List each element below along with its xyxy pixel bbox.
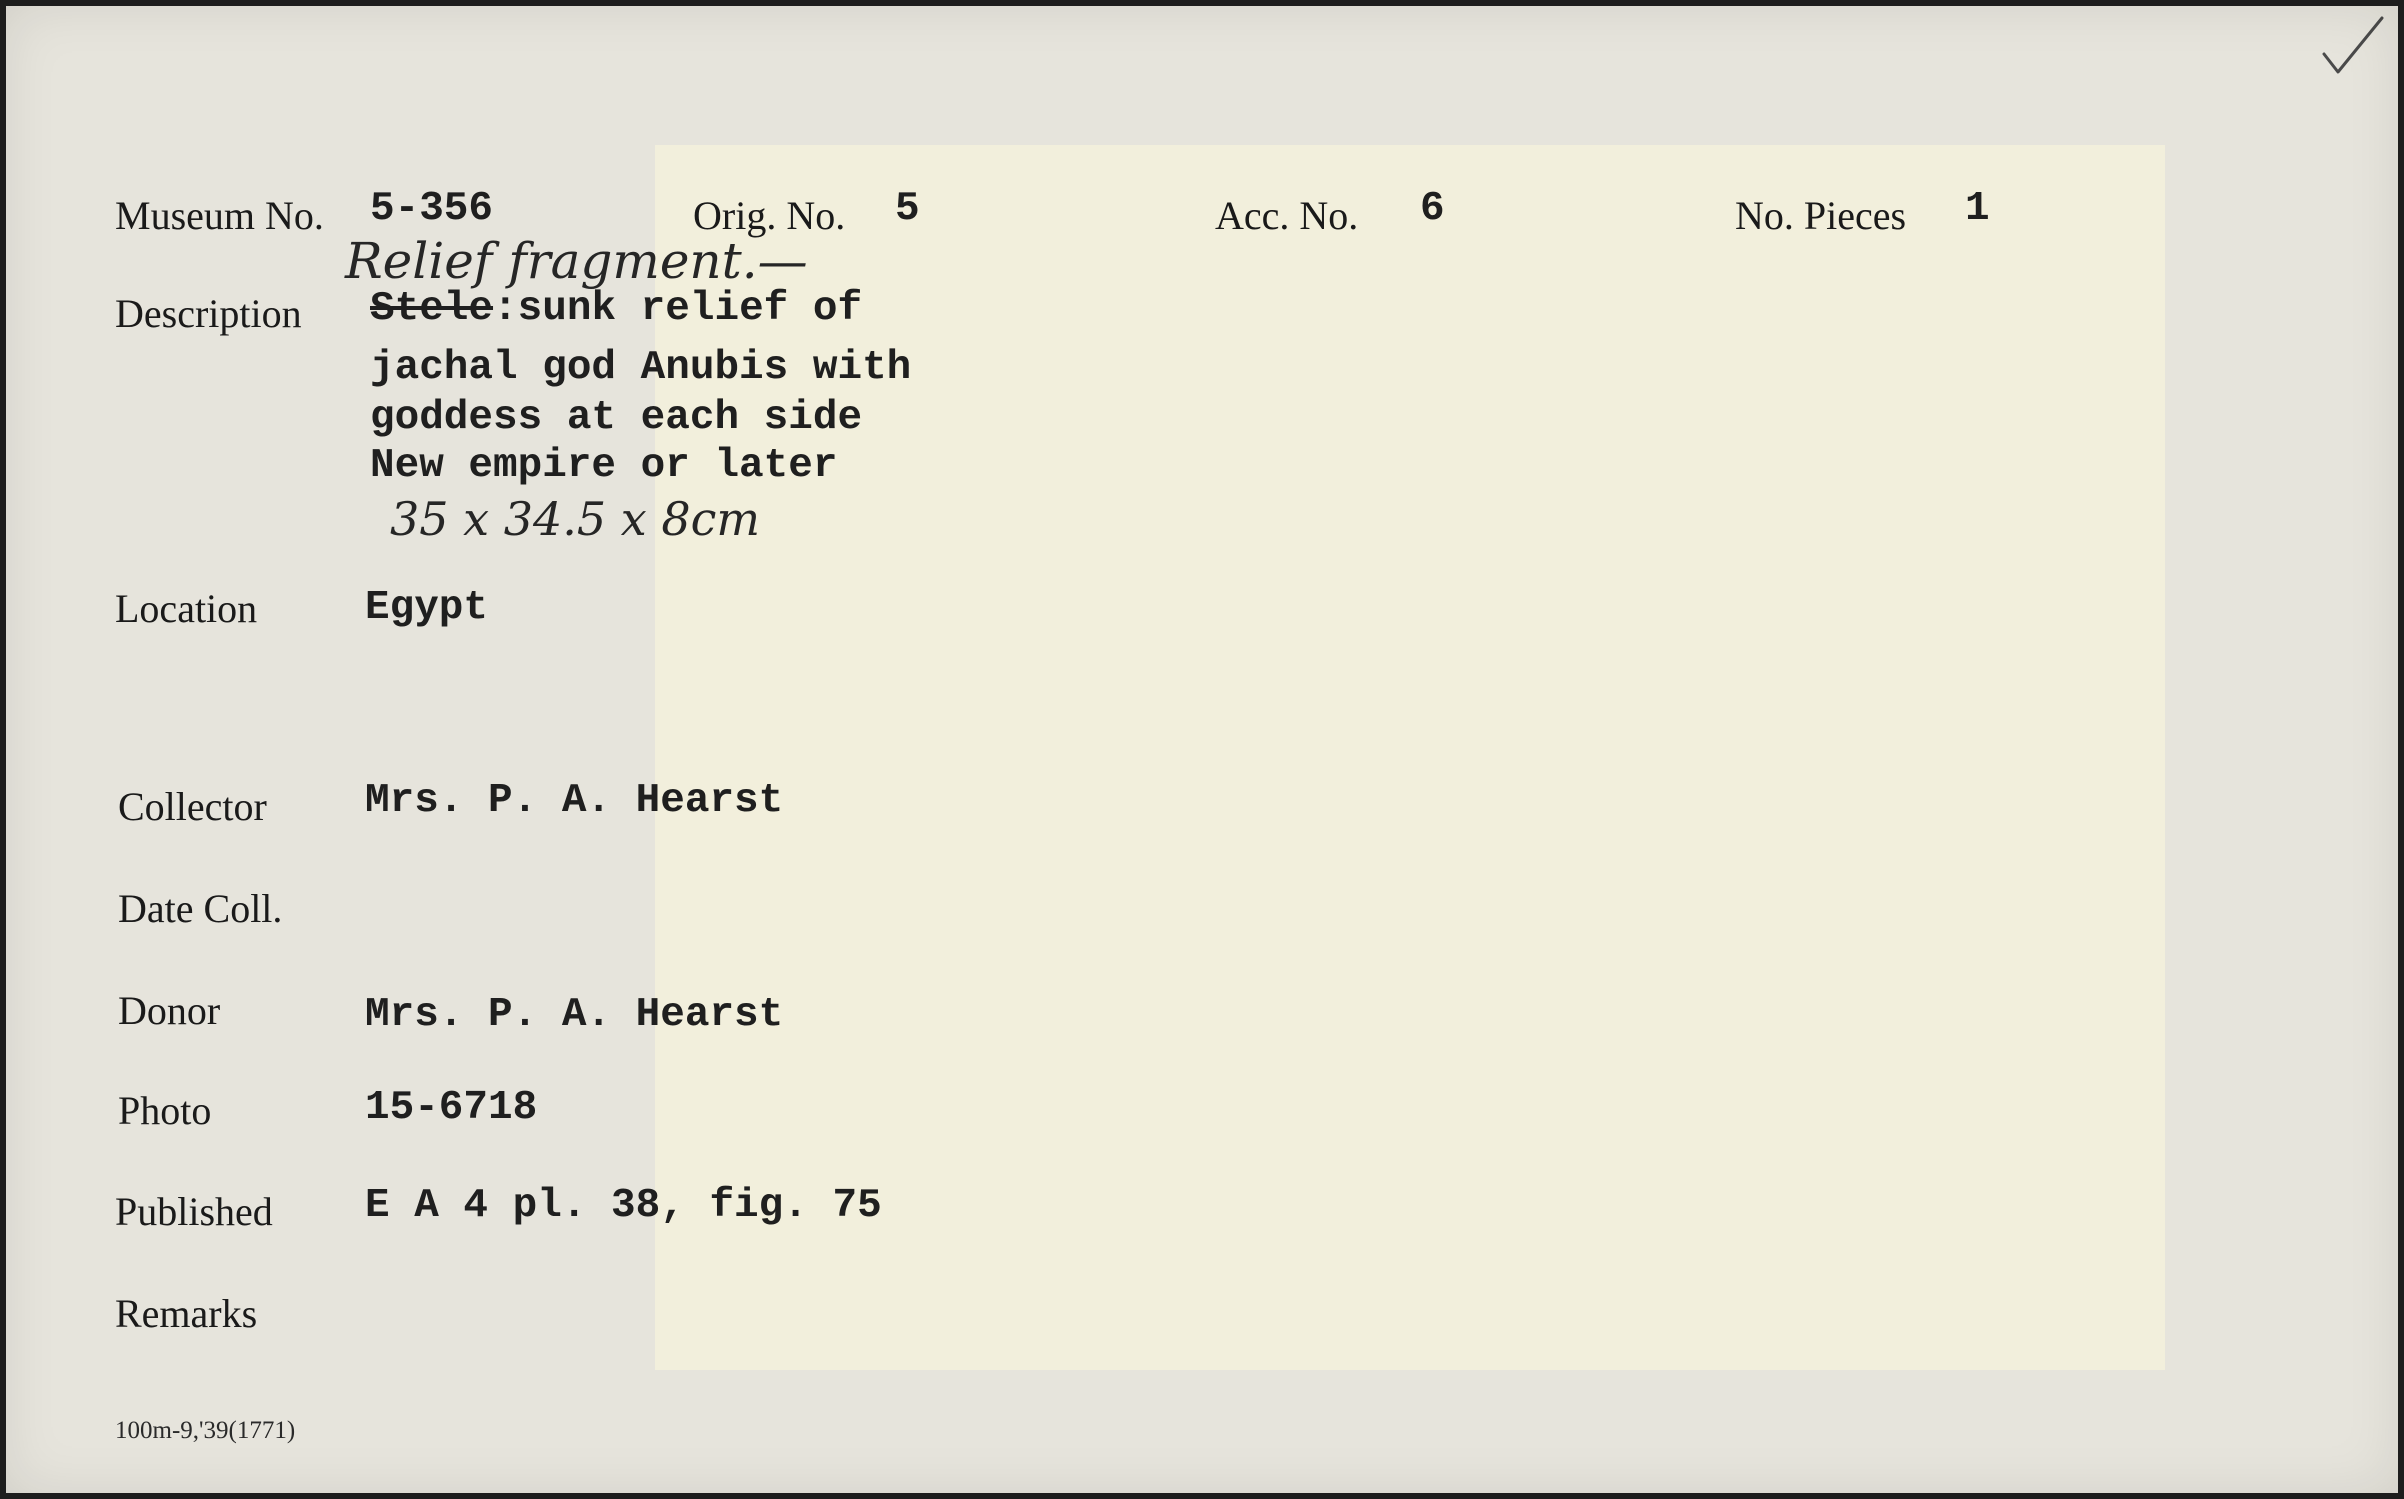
- donor-label: Donor: [118, 988, 221, 1033]
- no-pieces-label: No. Pieces: [1735, 193, 1907, 238]
- struck-out-word: Stele: [370, 286, 494, 332]
- remarks-label: Remarks: [115, 1291, 258, 1336]
- published-label: Published: [115, 1189, 273, 1234]
- description-label: Description: [115, 291, 302, 336]
- acc-no-value: 6: [1420, 186, 1445, 232]
- description-line-4: New empire or later: [370, 443, 838, 489]
- published-value: E A 4 pl. 38, fig. 75: [365, 1183, 882, 1229]
- acc-no-label: Acc. No.: [1215, 193, 1359, 238]
- check-mark-icon: [2318, 12, 2388, 82]
- date-coll-label: Date Coll.: [118, 886, 283, 931]
- description-line-1: [370, 286, 862, 332]
- location-label: Location: [115, 586, 258, 631]
- description-line-2: jachal god Anubis with: [370, 345, 912, 391]
- museum-no-value: 5-356: [370, 186, 494, 232]
- museum-no-label: Museum No.: [115, 193, 324, 238]
- handwritten-description-note: Relief fragment.—: [345, 232, 808, 290]
- location-value: Egypt: [365, 585, 489, 631]
- no-pieces-value: 1: [1965, 186, 1990, 232]
- description-line-1-rest: :sunk relief of: [493, 286, 863, 332]
- orig-no-label: Orig. No.: [693, 193, 846, 238]
- collector-label: Collector: [118, 784, 267, 829]
- description-line-3: goddess at each side: [370, 395, 863, 441]
- photo-label: Photo: [118, 1088, 212, 1133]
- orig-no-value: 5: [895, 186, 920, 232]
- photo-value: 15-6718: [365, 1085, 538, 1131]
- collector-value: Mrs. P. A. Hearst: [365, 778, 784, 824]
- handwritten-dimensions: 35 x 34.5 x 8cm: [390, 492, 760, 546]
- card-print-code: 100m-9,'39(1771): [115, 1417, 296, 1444]
- donor-value: Mrs. P. A. Hearst: [365, 992, 784, 1038]
